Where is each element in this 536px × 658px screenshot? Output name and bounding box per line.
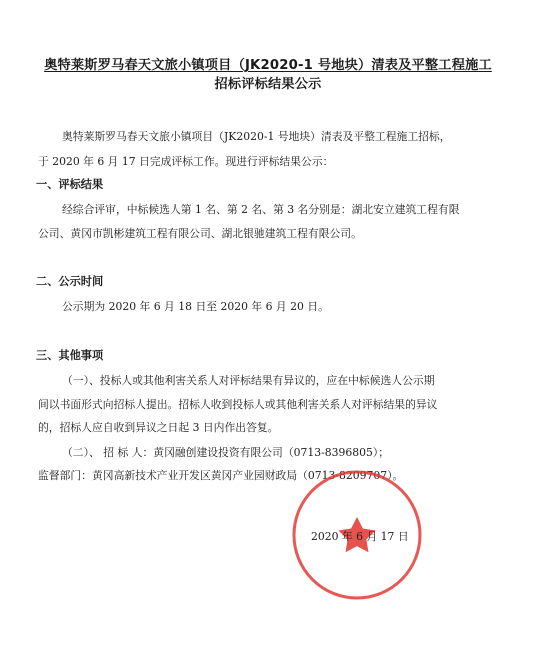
section-3-p3: 监督部门：黄冈高新技术产业开发区黄冈产业园财政局（0713-8209707）。: [38, 469, 404, 482]
intro-line-1: 奥特莱斯罗马春天文旅小镇项目（JK2020-1 号地块）清表及平整工程施工招标，: [62, 130, 451, 143]
section-1-heading: 一、评标结果: [36, 178, 104, 191]
intro-line-2: 于 2020 年 6 月 17 日完成评标工作。现进行评标结果公示：: [38, 155, 334, 168]
section-3-heading: 三、其他事项: [36, 349, 104, 362]
document-date: 2020 年 6 月 17 日: [311, 530, 409, 543]
section-1-line-1: 经综合评审，中标候选人第 1 名、第 2 名、第 3 名分别是：湖北安立建筑工程有限: [62, 203, 460, 216]
section-1-line-2: 公司、黄冈市凯彬建筑工程有限公司、湖北银驰建筑工程有限公司。: [38, 227, 362, 240]
section-3-p1-line-3: 的，招标人应自收到异议之日起 3 日内作出答复。: [38, 421, 279, 434]
section-3-p1-line-1: （一）、投标人或其他利害关系人对评标结果有异议的，应在中标候选人公示期: [62, 374, 435, 387]
title-line-2: 招标评标结果公示: [214, 77, 322, 92]
document-title: [30, 56, 506, 94]
section-3-p1-line-2: 间以书面形式向招标人提出。招标人收到投标人或其他利害关系人对评标结果的异议: [38, 398, 438, 411]
title-line-1: 奥特莱斯罗马春天文旅小镇项目（JK2020-1 号地块）清表及平整工程施工: [44, 58, 492, 73]
section-2-heading: 二、公示时间: [36, 275, 104, 288]
section-3-p2: （二）、 招 标 人：黄冈融创建设投资有限公司（0713-8396805）；: [62, 446, 390, 459]
section-2-line-1: 公示期为 2020 年 6 月 18 日至 2020 年 6 月 20 日。: [62, 300, 329, 313]
